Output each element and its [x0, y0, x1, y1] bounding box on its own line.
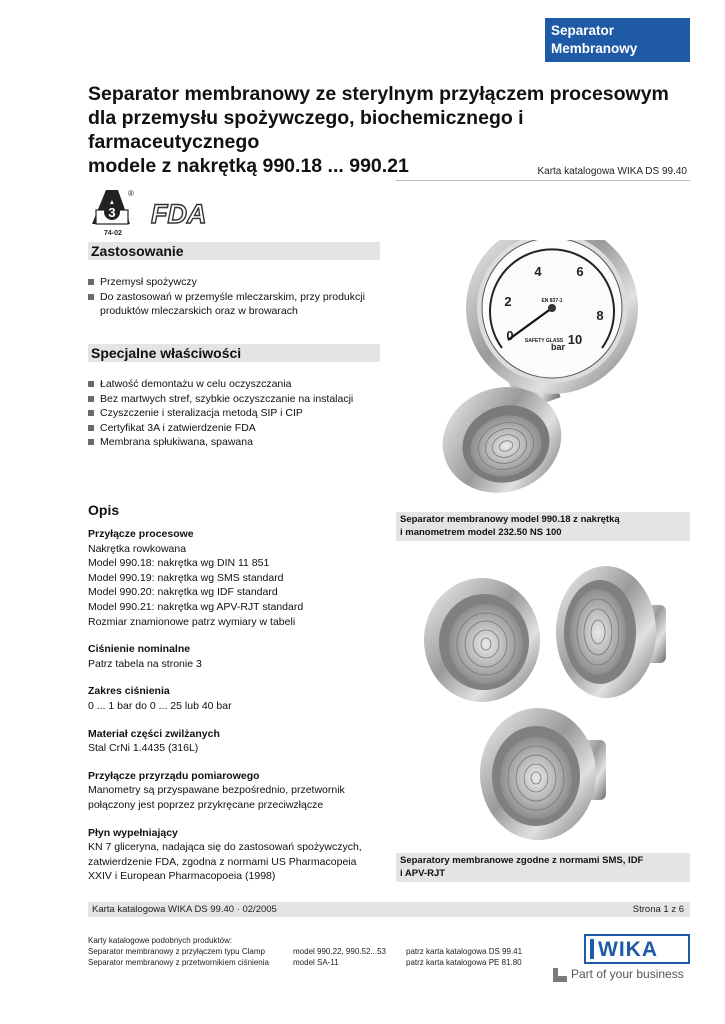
wika-logo-mark [590, 939, 594, 959]
similar-product-row [88, 957, 538, 968]
features-list [88, 377, 388, 450]
list-item: Bez martwych stref, szybkie oczyszczanie na instalacji [88, 392, 388, 407]
3a-number: 3 [108, 205, 116, 220]
list-item [88, 290, 388, 319]
photo2-caption [396, 853, 690, 882]
section-heading-zastosowanie: Zastosowanie [88, 242, 380, 260]
title-line1: Separator membranowy ze sterylnym przyłączem procesowym [88, 83, 669, 105]
section-tag-line1: Separator [551, 23, 615, 38]
spec-line: 0 ... 1 bar do 0 ... 25 lub 40 bar [88, 699, 232, 712]
section-tag [545, 18, 690, 62]
list-item: Czyszczenie i steralizacja metodą SIP i CIP [88, 406, 388, 421]
fda-logo [150, 198, 216, 228]
fda-text: FDA [151, 199, 207, 228]
description-body [88, 527, 388, 897]
spec-line: połączony jest poprzez przykręcane przeciwzłącze [88, 798, 324, 811]
similar-product-ref: patrz karta katalogowa PE 81.80 [406, 958, 522, 967]
similar-product-row [88, 946, 538, 957]
wika-logo-text: WIKA [598, 938, 658, 961]
spec-block-pressure-range [88, 684, 388, 713]
page-footer [88, 902, 690, 917]
photo2-caption-line1: Separatory membranowe zgodne z normami SMS, IDF [400, 855, 644, 866]
spec-line: zatwierdzenie FDA, zgodna z normami US Pharmacopeia [88, 855, 357, 868]
photo1-caption-line2: i manometrem model 232.50 NS 100 [400, 526, 562, 538]
similar-products-title: Karty katalogowe podobnych produktów: [88, 936, 233, 945]
3a-certification-logo [88, 186, 134, 238]
catalog-reference: Karta katalogowa WIKA DS 99.40 [537, 166, 687, 177]
gauge-tick-6: 6 [576, 264, 584, 279]
gauge-tick-8: 8 [596, 308, 604, 323]
spec-heading: Materiał części zwilżanych [88, 727, 220, 740]
page-title [88, 82, 698, 178]
3a-code: 74-02 [104, 230, 122, 237]
spec-heading: Zakres ciśnienia [88, 685, 170, 698]
section-tag-line2: Membranowy [551, 41, 638, 56]
gauge-glass: SAFETY GLASS [524, 338, 564, 344]
similar-products [88, 935, 538, 968]
spec-line: Model 990.18: nakrętka wg DIN 11 851 [88, 557, 270, 570]
spec-line: Nakrętka rowkowana [88, 542, 187, 555]
spec-line: Patrz tabela na stronie 3 [88, 657, 202, 670]
spec-line: KN 7 gliceryna, nadająca się do zastosowań spożywczych, [88, 841, 362, 854]
title-line3: modele z nakrętką 990.18 ... 990.21 [88, 155, 409, 177]
section-heading-wlasciwosci: Specjalne właściwości [88, 344, 380, 362]
list-item: Membrana spłukiwana, spawana [88, 435, 388, 450]
spec-heading: Przyłącze procesowe [88, 528, 194, 540]
spec-heading: Przyłącze przyrządu pomiarowego [88, 769, 260, 782]
photo1-caption [396, 512, 690, 541]
similar-product-model: model SA-11 [293, 958, 339, 967]
list-item: Certyfikat 3A i zatwierdzenie FDA [88, 421, 388, 436]
spec-block-fill-fluid [88, 826, 388, 884]
spec-block-process-connection [88, 527, 388, 629]
similar-product-ref: patrz karta katalogowa DS 99.41 [406, 947, 523, 956]
tagline-icon [553, 968, 567, 982]
spec-line: Model 990.19: nakrętka wg SMS standard [88, 571, 284, 584]
spec-line: Rozmiar znamionowe patrz wymiary w tabeli [88, 615, 296, 628]
spec-line: Model 990.21: nakrętka wg APV-RJT standard [88, 600, 304, 613]
gauge-tick-2: 2 [504, 294, 512, 309]
spec-heading: Płyn wypełniający [88, 826, 178, 839]
spec-line: Manometry są przyspawane bezpośrednio, przetwornik [88, 784, 345, 797]
spec-line: Model 990.20: nakrętka wg IDF standard [88, 586, 278, 599]
footer-catalog-ref: Karta katalogowa WIKA DS 99.40 · 02/2005 [92, 904, 277, 915]
title-line2: dla przemysłu spożywczego, biochemicznego i farmaceutycznego [88, 107, 524, 153]
page-number: Strona 1 z 6 [632, 904, 684, 915]
header-divider [396, 180, 690, 181]
applications-list [88, 275, 388, 319]
wika-logo [584, 934, 690, 964]
list-item: Przemysł spożywczy [88, 275, 388, 290]
list-item-text: Do zastosowań w przemyśle mleczarskim, przy produkcji produktów mleczarskich oraz w browarach [100, 290, 365, 317]
spec-block-material [88, 727, 388, 756]
gauge-standard: EN 837-1 [541, 298, 563, 304]
similar-product-model: model 990.22, 990.52...53 [293, 947, 386, 956]
spec-block-nominal-pressure [88, 642, 388, 671]
gauge-tick-10: 10 [567, 332, 583, 347]
photo1-caption-line1: Separator membranowy model 990.18 z nakrętką [400, 514, 620, 525]
list-item: Łatwość demontażu w celu oczyszczania [88, 377, 388, 392]
gauge-separator-photo [440, 240, 640, 505]
spec-heading: Ciśnienie nominalne [88, 643, 191, 656]
separators-photo [410, 560, 690, 850]
brand-tagline [553, 966, 693, 986]
registered-mark: ® [128, 189, 134, 198]
similar-product-name: Separator membranowy z przyłączem typu Clamp [88, 947, 265, 956]
gauge-tick-4: 4 [534, 264, 542, 279]
spec-line: XXIV i European Pharmacopoeia (1998) [88, 870, 276, 883]
spec-block-instrument-connection [88, 769, 388, 813]
photo2-caption-line2: i APV-RJT [400, 867, 446, 879]
spec-line: Stal CrNi 1.4435 (316L) [88, 742, 199, 755]
tagline-text: Part of your business [571, 967, 684, 981]
similar-product-name: Separator membranowy z przetwornikiem ciśnienia [88, 958, 269, 967]
gauge-tick-0: 0 [506, 328, 514, 343]
gauge-unit: bar [550, 342, 566, 352]
section-heading-opis: Opis [88, 502, 120, 518]
